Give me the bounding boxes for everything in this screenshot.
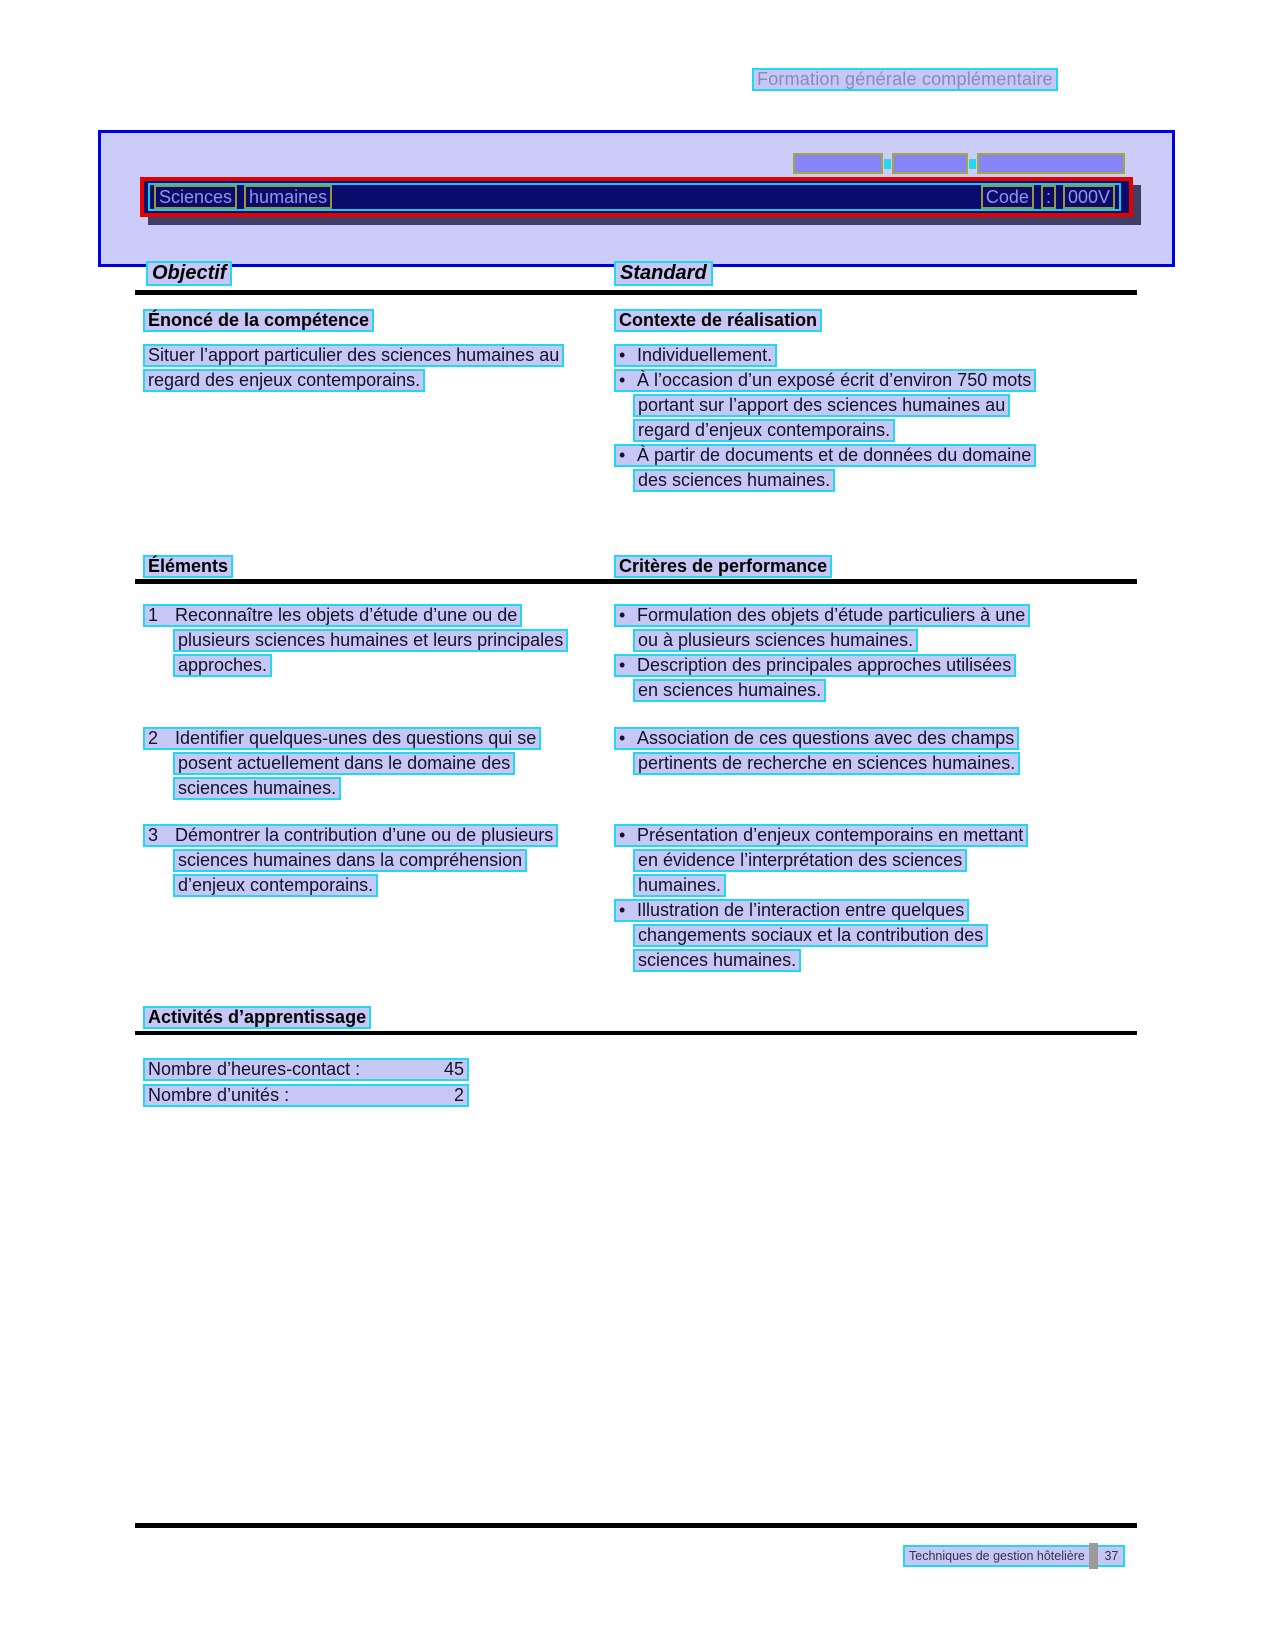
discipline-word: Sciences [154,185,237,209]
text-line: en évidence l’interprétation des sciences [633,849,967,872]
discipline-word: humaines [244,185,332,209]
element-text [143,824,558,899]
course-banner [140,177,1133,217]
text-line: plusieurs sciences humaines et leurs principales [173,629,568,652]
text-line: sciences humaines. [633,949,801,972]
text-line: des sciences humaines. [633,469,835,492]
text-line [614,824,1028,847]
bullet-icon [619,446,637,465]
text-line [614,727,1019,750]
bullet-text: Association de ces questions avec des champs [637,728,1015,748]
item-number: 1 [148,605,159,625]
activites-heading: Activités d’apprentissage [143,1006,371,1029]
stat-row [143,1084,469,1107]
divider-rule [135,290,1137,295]
text-line [614,344,777,367]
text-line [614,899,969,922]
contexte-bullets [614,344,1036,494]
empty-field-2 [892,153,968,174]
selection-marker [884,159,891,169]
page-header: Formation générale complémentaire [752,68,1058,91]
stat-label: Nombre d’unités : [148,1085,290,1105]
text-line [614,654,1016,677]
text-line: regard des enjeux contemporains. [143,369,425,392]
text-line [614,369,1036,392]
bullet-text: Individuellement. [637,345,773,365]
criteres-heading: Critères de performance [614,555,832,578]
enonce-heading: Énoncé de la compétence [143,309,374,332]
element-line: Démontrer la contribution d’une ou de plusieurs [175,825,554,845]
bullet-item [614,444,1036,492]
text-line: humaines. [633,874,726,897]
standard-title: Standard [614,261,713,286]
text-line: d’enjeux contemporains. [173,874,378,897]
bullet-icon [619,826,637,845]
criteria-bullets [614,727,1020,777]
bullet-item [614,369,1036,442]
bullet-item [614,344,1036,367]
stat-row [143,1058,469,1081]
bullet-icon [619,729,637,748]
code-label: Code [981,185,1034,209]
footer-program-name: Techniques de gestion hôtelière [909,1549,1085,1563]
text-line: approches. [173,654,272,677]
bullet-item [614,727,1020,775]
element-text [143,727,541,802]
text-line: en sciences humaines. [633,679,826,702]
text-line [143,727,541,750]
bullet-icon [619,346,637,365]
activites-stats [143,1058,469,1110]
objectif-title: Objectif [146,261,232,286]
bullet-icon [619,656,637,675]
stat-label: Nombre d’heures-contact : [148,1059,361,1079]
bullet-icon [619,371,637,390]
text-line: ou à plusieurs sciences humaines. [633,629,918,652]
item-number: 2 [148,728,159,748]
bullet-text: À partir de documents et de données du domaine [637,445,1032,465]
footer-rule [135,1523,1137,1528]
text-line: posent actuellement dans le domaine des [173,752,515,775]
contexte-heading: Contexte de réalisation [614,309,822,332]
code-value: 000V [1063,185,1115,209]
item-number: 3 [148,825,159,845]
divider-rule [135,579,1137,584]
elements-heading: Éléments [143,555,233,578]
footer-separator-bar [1089,1543,1098,1569]
page-footer [903,1545,1125,1567]
bullet-text: Présentation d’enjeux contemporains en mettant [637,825,1024,845]
text-line: sciences humaines. [173,777,341,800]
bullet-item [614,899,1028,972]
text-line [614,444,1036,467]
element-line: Identifier quelques-unes des questions qui se [175,728,537,748]
text-line [143,824,558,847]
enonce-paragraph [143,344,564,394]
text-line: Situer l’apport particulier des sciences humaines au [143,344,564,367]
bullet-item [614,604,1030,652]
element-line: Reconnaître les objets d’étude d’une ou de [175,605,518,625]
text-line: changements sociaux et la contribution des [633,924,988,947]
selection-marker [969,159,976,169]
footer-page-number: 37 [1104,1549,1119,1563]
text-line: portant sur l’apport des sciences humaines au [633,394,1010,417]
empty-field-3 [977,153,1125,174]
element-text [143,604,568,679]
text-line: regard d’enjeux contemporains. [633,419,895,442]
code-separator: : [1041,185,1056,209]
text-line: pertinents de recherche en sciences humaines. [633,752,1020,775]
bullet-text: Illustration de l’interaction entre quelques [637,900,965,920]
bullet-text: Description des principales approches utilisées [637,655,1012,675]
stat-value: 45 [443,1059,464,1079]
bullet-item [614,824,1028,897]
divider-rule [135,1031,1137,1035]
criteria-bullets [614,604,1030,704]
bullet-icon [619,901,637,920]
bullet-item [614,654,1030,702]
criteria-bullets [614,824,1028,974]
text-line: sciences humaines dans la compréhension [173,849,527,872]
empty-field-1 [793,153,883,174]
bullet-text: À l’occasion d’un exposé écrit d’environ 750 mots [637,370,1032,390]
banner-text-line [148,183,1121,211]
bullet-text: Formulation des objets d’étude particuliers à une [637,605,1026,625]
bullet-icon [619,606,637,625]
text-line [614,604,1030,627]
stat-value: 2 [453,1085,464,1105]
text-line [143,604,522,627]
